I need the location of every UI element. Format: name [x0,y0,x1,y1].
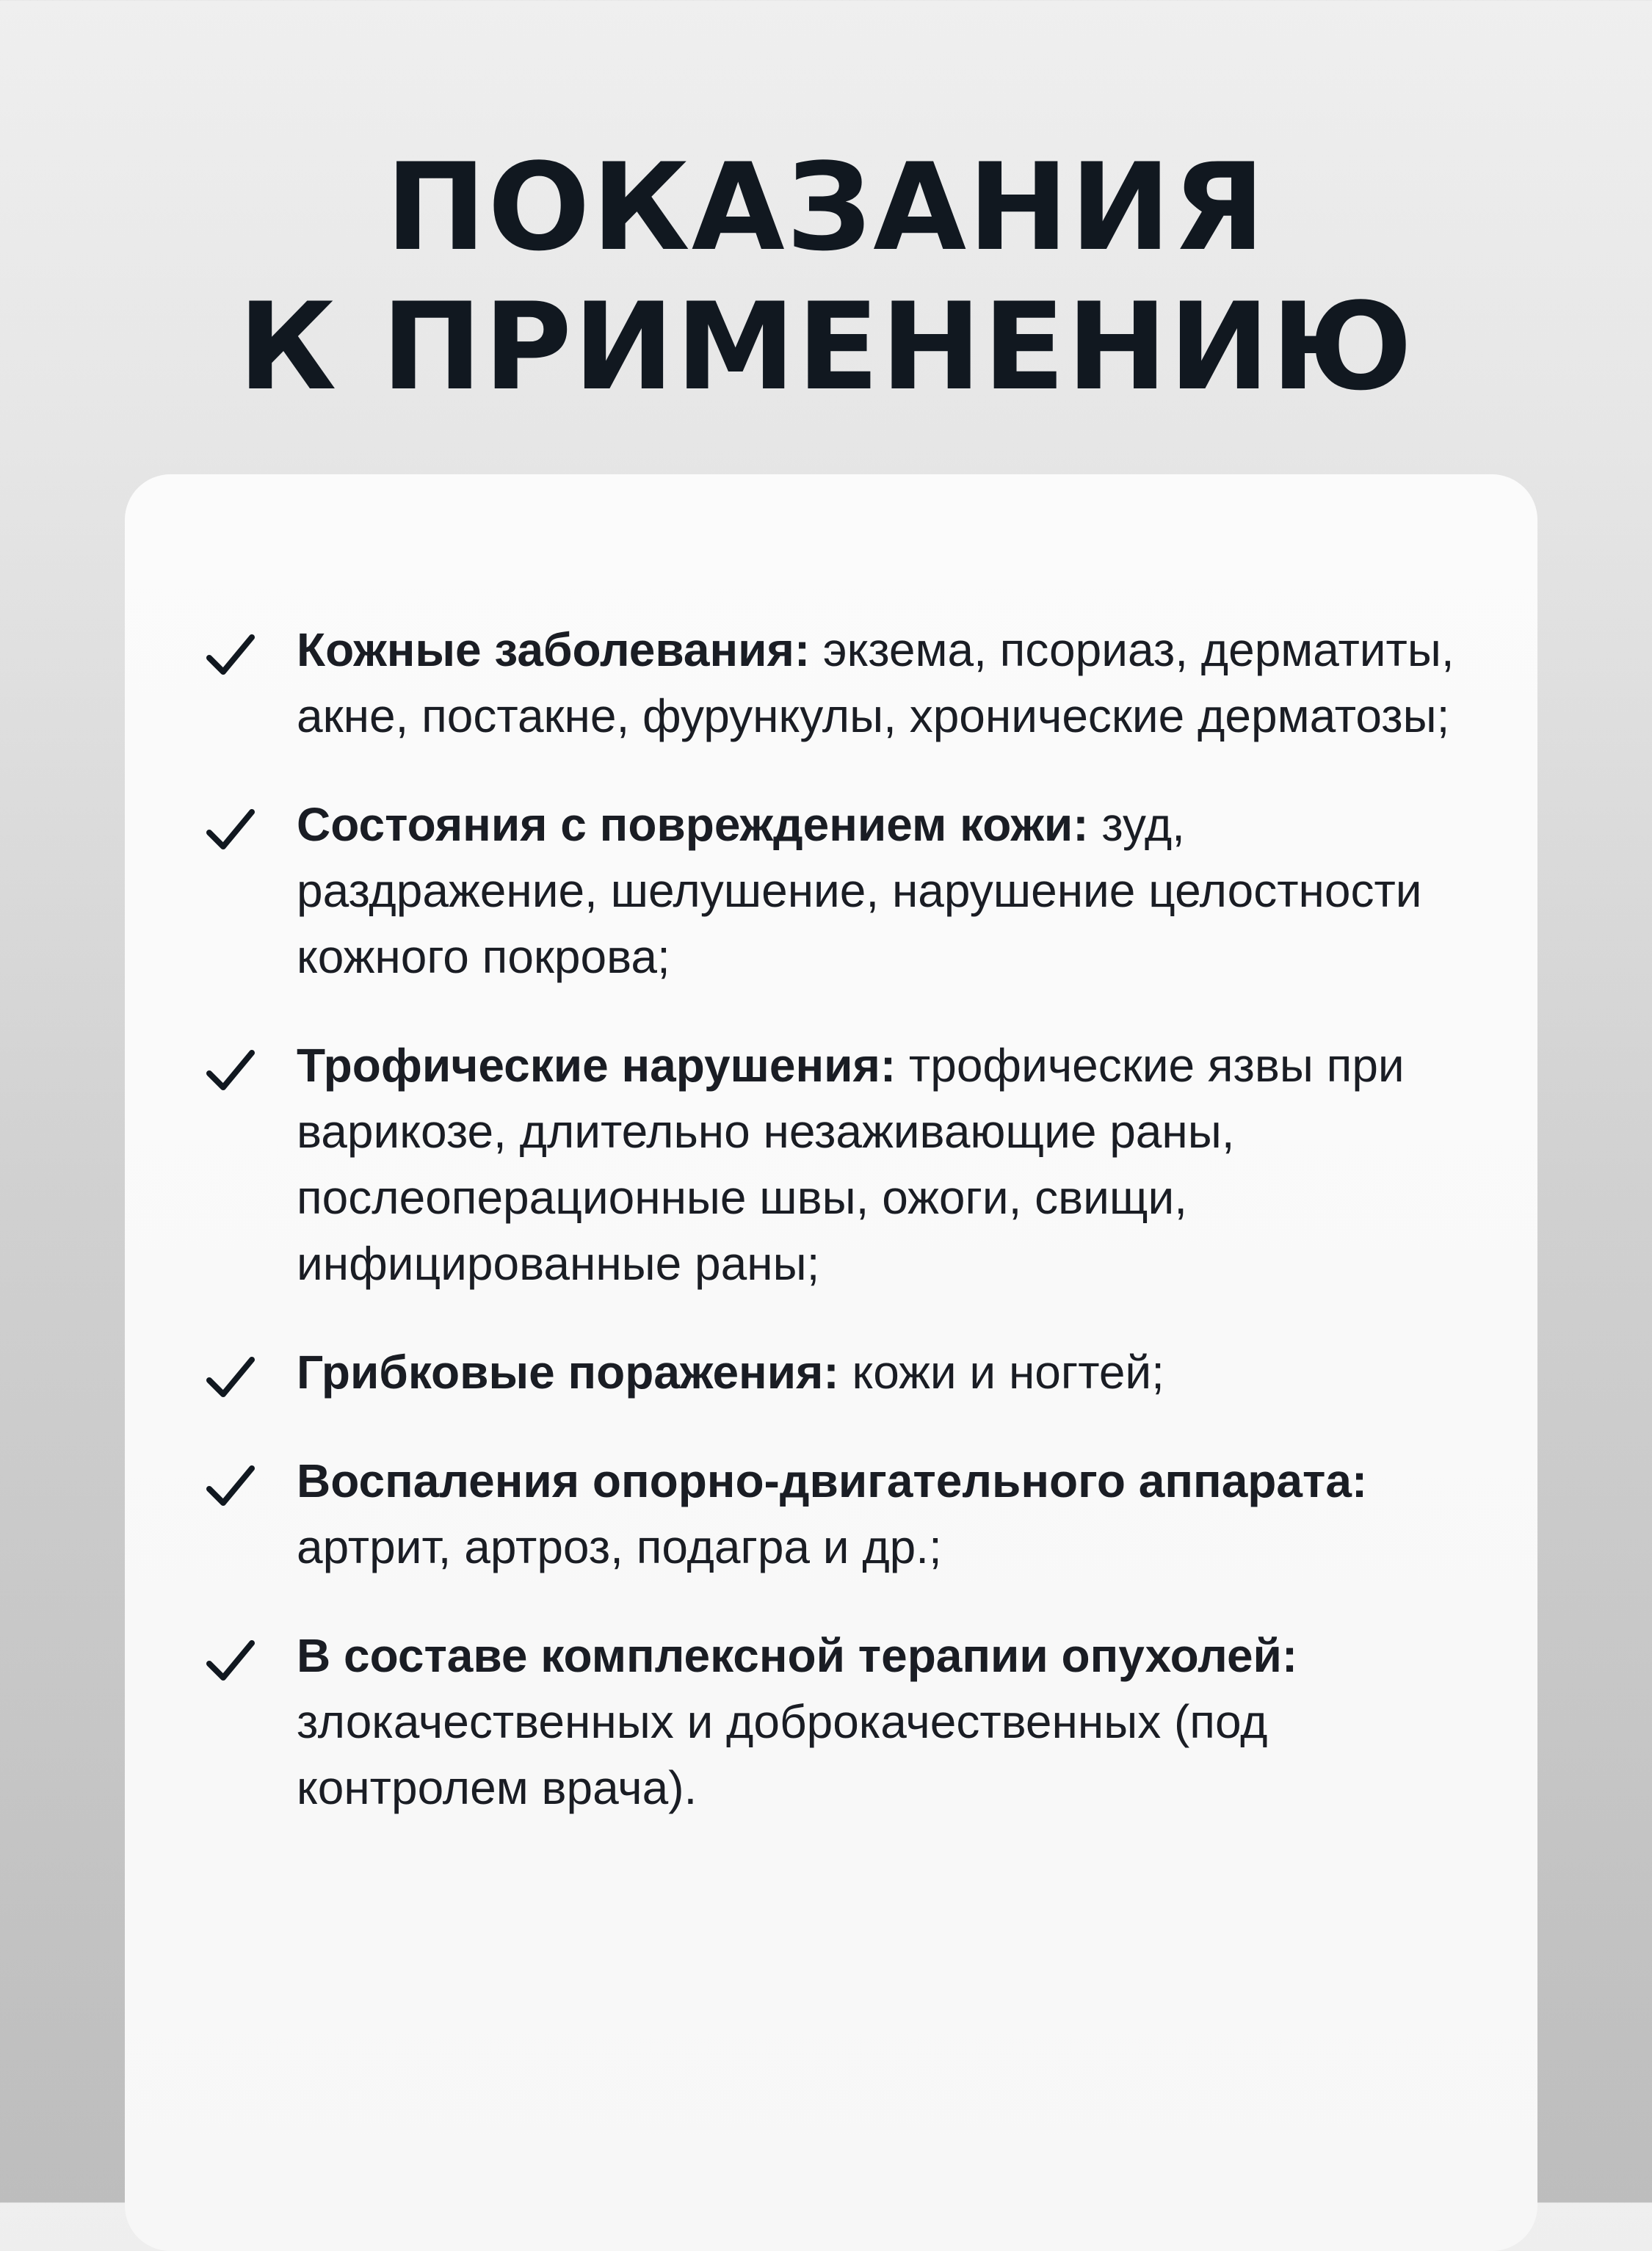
indication-details: трофические язвы при варикозе, длительно незаживающие раны, послеоперационные швы, ожоги, свищи, инфицированные раны; [297,1039,1405,1290]
indication-details: зуд, раздражение, шелушение, нарушение целостности кожного покрова; [297,798,1422,983]
indication-heading: Трофические нарушения: [297,1039,896,1092]
indication-details: экзема, псориаз, дерматиты, акне, постакне, фурункулы, хронические дерматозы; [297,623,1454,742]
indications-list [125,617,1537,1863]
page-title-line-2: К ПРИМЕНЕНИЮ [238,277,1414,417]
indication-heading: В составе комплексной терапии опухолей: [297,1629,1298,1682]
indication-details: кожи и ногтей; [838,1346,1164,1399]
indication-item-skin-diseases [125,617,1537,749]
page-title [0,138,1652,417]
indication-item-trophic-disorders [125,1032,1537,1297]
indication-heading: Состояния с повреждением кожи: [297,798,1089,851]
checkmark-icon [206,1355,256,1399]
checkmark-icon [206,633,256,677]
indication-details: злокачественных и доброкачественных (под контролем врача). [297,1695,1268,1814]
checkmark-icon [206,1639,256,1683]
indications-card [125,474,1537,2251]
checkmark-icon [206,1048,256,1092]
indication-details: артрит, артроз, подагра и др.; [297,1520,942,1573]
indication-heading: Воспаления опорно-двигательного аппарата: [297,1454,1368,1507]
checkmark-icon [206,1464,256,1508]
indication-heading: Кожные заболевания: [297,623,811,676]
indication-item-skin-damage [125,791,1537,990]
indication-item-tumor-therapy [125,1623,1537,1821]
checkmark-icon [206,808,256,852]
indication-item-musculoskeletal-inflammation [125,1448,1537,1580]
indication-heading: Грибковые поражения: [297,1346,839,1399]
indication-item-fungal-infections [125,1339,1537,1405]
page-title-line-1: ПОКАЗАНИЯ [385,137,1267,278]
